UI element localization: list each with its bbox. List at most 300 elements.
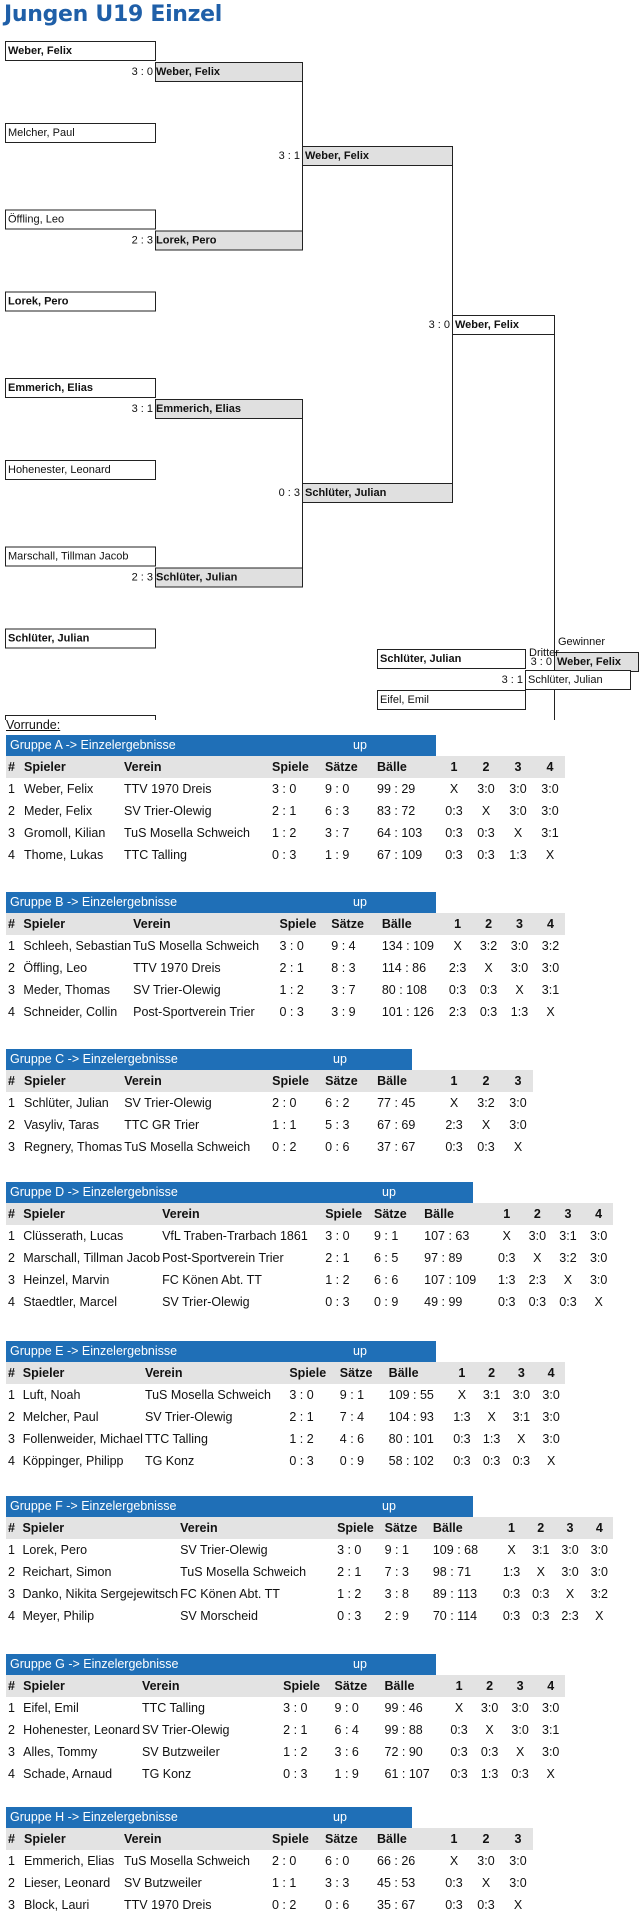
- column-header: 1: [443, 1675, 474, 1697]
- result-cell: 0:3: [453, 1454, 471, 1468]
- player-cell: Danko, Nikita Sergejewitsch: [22, 1587, 179, 1601]
- result-cell: 0:3: [532, 1587, 550, 1601]
- column-header: Verein: [122, 1070, 270, 1092]
- result-cell: 2 : 1: [272, 804, 297, 818]
- table-row: [6, 1092, 533, 1114]
- column-header: Spiele: [287, 1362, 337, 1384]
- result-cell: 3:0: [511, 1723, 529, 1737]
- table-row: [6, 1247, 613, 1269]
- column-header: 1: [446, 1362, 476, 1384]
- result-cell: 99 : 46: [384, 1701, 423, 1715]
- player-name: Emmerich, Elias: [8, 382, 93, 394]
- column-header: 1: [441, 913, 472, 935]
- result-cell: 0 : 3: [272, 848, 297, 862]
- result-cell: 4: [8, 1005, 15, 1019]
- group-section: [6, 1341, 565, 1472]
- result-cell: 35 : 67: [377, 1898, 416, 1912]
- result-cell: 4: [8, 1454, 15, 1468]
- result-cell: 83 : 72: [377, 804, 416, 818]
- result-cell: 3:2: [590, 1587, 609, 1601]
- club-cell: TTV 1970 Dreis: [133, 961, 221, 975]
- club-cell: TTC GR Trier: [124, 1118, 200, 1132]
- column-header: #: [6, 1070, 22, 1092]
- table-header-row: [6, 1828, 533, 1850]
- table-row: [6, 1114, 533, 1136]
- column-header: 3: [554, 1517, 583, 1539]
- column-header: 2: [525, 1517, 554, 1539]
- club-cell: TuS Mosella Schweich: [124, 1140, 251, 1154]
- column-header: Bälle: [375, 1070, 437, 1092]
- match-score: 3 : 0: [131, 66, 153, 78]
- table-header-row: [6, 756, 565, 778]
- player-cell: Meder, Felix: [24, 804, 93, 818]
- result-cell: 3:0: [480, 1701, 499, 1715]
- result-cell: 0:3: [448, 983, 467, 997]
- result-cell: 3:1: [532, 1543, 550, 1557]
- column-header: 2: [469, 1070, 501, 1092]
- club-cell: SV Trier-Olewig: [124, 1096, 212, 1110]
- result-cell: 3 : 7: [331, 983, 356, 997]
- result-cell: 0 : 3: [325, 1295, 350, 1309]
- result-cell: X: [457, 1388, 467, 1402]
- result-cell: 9 : 0: [325, 782, 350, 796]
- result-cell: 0 : 2: [272, 1140, 297, 1154]
- result-cell: 6 : 5: [374, 1251, 399, 1265]
- result-cell: 0:3: [453, 1432, 471, 1446]
- result-cell: 134 : 109: [381, 939, 434, 953]
- group-title: Gruppe E -> Einzelergebnisse: [10, 1344, 178, 1358]
- club-cell: TuS Mosella Schweich: [124, 826, 250, 840]
- result-cell: 2: [8, 961, 15, 975]
- column-header: 4: [534, 913, 565, 935]
- club-cell: SV Trier-Olewig: [141, 1723, 230, 1737]
- club-cell: TuS Mosella Schweich: [144, 1388, 271, 1402]
- results-table: [6, 1517, 613, 1627]
- column-header: 4: [534, 1675, 565, 1697]
- player-cell: Vasyliv, Taras: [23, 1118, 100, 1132]
- result-cell: X: [533, 1251, 542, 1265]
- result-cell: X: [449, 1854, 459, 1868]
- final-label: Gewinner: [558, 636, 606, 648]
- result-cell: X: [515, 983, 524, 997]
- table-row: [6, 1291, 613, 1313]
- result-cell: 0:3: [480, 1745, 499, 1759]
- table-row: [6, 1539, 613, 1561]
- result-cell: 3: [8, 1273, 15, 1287]
- result-cell: 3: [8, 1432, 15, 1446]
- result-cell: 2 : 1: [337, 1565, 362, 1579]
- table-row: [6, 1001, 565, 1023]
- result-cell: 101 : 126: [381, 1005, 434, 1019]
- result-cell: 0:3: [512, 1454, 531, 1468]
- table-row: [6, 1894, 533, 1916]
- up-link[interactable]: up: [353, 1344, 367, 1358]
- table-row: [6, 844, 565, 866]
- result-cell: 3:0: [509, 804, 527, 818]
- player-cell: Lorek, Pero: [22, 1543, 88, 1557]
- result-cell: 4: [8, 1767, 15, 1781]
- table-header-row: [6, 1203, 613, 1225]
- result-cell: X: [487, 1410, 496, 1424]
- player-cell: Alles, Tommy: [23, 1745, 98, 1759]
- group-header: [6, 1654, 436, 1675]
- results-table: [6, 1362, 565, 1472]
- column-header: Spiele: [270, 1070, 323, 1092]
- up-link[interactable]: up: [353, 895, 367, 909]
- result-cell: X: [484, 961, 493, 975]
- results-table: [6, 1070, 533, 1158]
- result-cell: X: [563, 1273, 573, 1287]
- result-cell: 3:0: [477, 1854, 495, 1868]
- column-header: 3: [504, 1675, 535, 1697]
- result-cell: 1: [8, 1701, 15, 1715]
- column-header: 1: [437, 1070, 469, 1092]
- column-header: 1: [490, 1203, 521, 1225]
- result-cell: 6 : 6: [374, 1273, 399, 1287]
- result-cell: X: [513, 1140, 523, 1154]
- result-cell: 1: [8, 1543, 15, 1557]
- column-header: 3: [501, 1070, 533, 1092]
- vorrunde-label: Vorrunde:: [6, 718, 61, 732]
- table-row: [6, 1384, 565, 1406]
- result-cell: X: [513, 1898, 523, 1912]
- table-row: [6, 1269, 613, 1291]
- column-header: Spieler: [21, 1203, 160, 1225]
- result-cell: 2: [8, 1118, 15, 1132]
- table-row: [6, 1697, 565, 1719]
- table-header-row: [6, 1517, 613, 1539]
- result-cell: 1 : 9: [325, 848, 350, 862]
- player-cell: Staedtler, Marcel: [23, 1295, 118, 1309]
- result-cell: 107 : 109: [424, 1273, 477, 1287]
- match-score: 2 : 3: [131, 234, 153, 247]
- result-cell: 3 : 7: [325, 826, 350, 840]
- table-row: [6, 1850, 533, 1872]
- result-cell: 4 : 6: [339, 1432, 365, 1446]
- result-cell: 1: [8, 1096, 15, 1110]
- column-header: Sätze: [372, 1203, 422, 1225]
- result-cell: 0:3: [477, 1898, 495, 1912]
- result-cell: 3 : 0: [272, 782, 297, 796]
- result-cell: 70 : 114: [432, 1609, 478, 1623]
- group-header: [6, 1049, 412, 1070]
- result-cell: 3:1: [559, 1229, 577, 1243]
- table-row: [6, 1428, 565, 1450]
- player-cell: Weber, Felix: [24, 782, 94, 796]
- player-cell: Marschall, Tillman Jacob: [23, 1251, 161, 1265]
- results-table: [6, 756, 565, 866]
- result-cell: X: [481, 804, 491, 818]
- up-link[interactable]: up: [353, 738, 367, 752]
- tournament-bracket: [0, 0, 640, 720]
- column-header: Spieler: [22, 756, 122, 778]
- result-cell: 66 : 26: [377, 1854, 416, 1868]
- result-cell: 3:1: [541, 826, 559, 840]
- club-cell: TuS Mosella Schweich: [180, 1565, 307, 1579]
- result-cell: 2 : 1: [283, 1723, 308, 1737]
- player-cell: Emmerich, Elias: [24, 1854, 115, 1868]
- result-cell: 3:0: [589, 1273, 608, 1287]
- result-cell: 0 : 9: [339, 1454, 365, 1468]
- result-cell: 0:3: [477, 848, 495, 862]
- result-cell: 67 : 109: [377, 848, 423, 862]
- group-section: [6, 892, 565, 1023]
- column-header: Sätze: [323, 1828, 375, 1850]
- result-cell: X: [454, 1701, 464, 1715]
- column-header: 2: [476, 1362, 506, 1384]
- column-header: Spiele: [323, 1203, 372, 1225]
- column-header: 3: [552, 1203, 583, 1225]
- player-cell: Schneider, Collin: [23, 1005, 118, 1019]
- column-header: 2: [469, 756, 501, 778]
- player-cell: Melcher, Paul: [22, 1410, 99, 1424]
- column-header: #: [6, 1362, 21, 1384]
- result-cell: 0:3: [479, 983, 498, 997]
- up-link[interactable]: up: [382, 1185, 396, 1199]
- result-cell: 4: [8, 848, 15, 862]
- column-header: Bälle: [375, 756, 437, 778]
- result-cell: 3: [8, 1140, 15, 1154]
- table-row: [6, 979, 565, 1001]
- result-cell: 3:0: [542, 1388, 560, 1402]
- player-cell: Meder, Thomas: [23, 983, 111, 997]
- group-section: [6, 735, 565, 866]
- result-cell: 37 : 67: [377, 1140, 416, 1154]
- column-header: Bälle: [383, 1675, 443, 1697]
- table-header-row: [6, 1070, 533, 1092]
- winner-name: Weber, Felix: [305, 150, 369, 162]
- column-header: Verein: [160, 1203, 323, 1225]
- player-cell: Öffling, Leo: [23, 961, 88, 975]
- group-header: [6, 892, 436, 913]
- result-cell: 0:3: [477, 1140, 495, 1154]
- table-header-row: [6, 1362, 565, 1384]
- column-header: 1: [437, 1828, 469, 1850]
- result-cell: 3 : 0: [325, 1229, 350, 1243]
- column-header: 4: [533, 756, 565, 778]
- column-header: #: [6, 913, 21, 935]
- group-title: Gruppe A -> Einzelergebnisse: [10, 738, 176, 752]
- player-name: Lorek, Pero: [8, 295, 69, 308]
- player-cell: Hohenester, Leonard: [23, 1723, 140, 1737]
- player-cell: Meyer, Philip: [22, 1609, 95, 1623]
- winner-name: Weber, Felix: [557, 656, 621, 668]
- page-title: Jungen U19 Einzel: [4, 2, 223, 27]
- player-cell: Clüsserath, Lucas: [23, 1229, 124, 1243]
- result-cell: 0:3: [559, 1295, 577, 1309]
- result-cell: 2 : 9: [384, 1609, 409, 1623]
- column-header: Bälle: [375, 1828, 437, 1850]
- column-header: Bälle: [422, 1203, 490, 1225]
- result-cell: 3:0: [542, 1432, 560, 1446]
- result-cell: 0:3: [445, 1898, 463, 1912]
- result-cell: 1: [8, 1229, 15, 1243]
- column-header: Bälle: [387, 1362, 446, 1384]
- player-cell: Thome, Lukas: [24, 848, 104, 862]
- column-header: Verein: [178, 1517, 335, 1539]
- result-cell: 9 : 1: [374, 1229, 399, 1243]
- club-cell: TG Konz: [141, 1767, 192, 1781]
- table-row: [6, 1561, 613, 1583]
- player-cell: Luft, Noah: [22, 1388, 81, 1402]
- result-cell: X: [449, 1096, 459, 1110]
- column-header: Spieler: [21, 913, 131, 935]
- result-cell: 0 : 3: [337, 1609, 362, 1623]
- column-header: Sätze: [338, 1362, 387, 1384]
- result-cell: 0:3: [445, 804, 463, 818]
- club-cell: TuS Mosella Schweich: [133, 939, 260, 953]
- column-header: Sätze: [333, 1675, 383, 1697]
- result-cell: 3:0: [509, 782, 527, 796]
- table-row: [6, 778, 565, 800]
- player-name: Weber, Felix: [8, 45, 72, 57]
- player-cell: Heinzel, Marvin: [23, 1273, 110, 1287]
- result-cell: 6 : 3: [325, 804, 350, 818]
- result-cell: 0:3: [445, 848, 463, 862]
- result-cell: 0:3: [532, 1609, 550, 1623]
- result-cell: 107 : 63: [424, 1229, 470, 1243]
- match-score: 2 : 3: [131, 571, 153, 584]
- result-cell: 1 : 9: [334, 1767, 359, 1781]
- table-header-row: [6, 1675, 565, 1697]
- table-row: [6, 1741, 565, 1763]
- club-cell: Post-Sportverein Trier: [162, 1251, 284, 1265]
- result-cell: 0:3: [450, 1767, 468, 1781]
- result-cell: 1 : 1: [272, 1876, 297, 1890]
- group-header: [6, 735, 436, 756]
- column-header: 3: [503, 913, 534, 935]
- result-cell: 2 : 1: [289, 1410, 314, 1424]
- result-cell: 8 : 3: [331, 961, 356, 975]
- result-cell: 1 : 2: [325, 1273, 350, 1287]
- column-header: Spieler: [22, 1070, 122, 1092]
- result-cell: 99 : 29: [377, 782, 416, 796]
- result-cell: 2: [8, 1251, 15, 1265]
- column-header: Spieler: [21, 1362, 143, 1384]
- result-cell: 3:0: [509, 1876, 527, 1890]
- result-cell: X: [546, 1767, 555, 1781]
- up-link[interactable]: up: [353, 1657, 367, 1671]
- player-cell: Regnery, Thomas: [23, 1140, 123, 1154]
- column-header: Spiele: [270, 756, 323, 778]
- result-cell: X: [513, 826, 523, 840]
- result-cell: 0:3: [479, 1005, 498, 1019]
- club-cell: TuS Mosella Schweich: [124, 1854, 250, 1868]
- result-cell: 0 : 6: [325, 1140, 350, 1154]
- result-cell: 3:0: [561, 1543, 579, 1557]
- club-cell: FC Könen Abt. TT: [162, 1273, 262, 1287]
- column-header: Sätze: [383, 1517, 431, 1539]
- winner-name: Schlüter, Julian: [305, 487, 387, 499]
- result-cell: 1:3: [480, 1767, 499, 1781]
- club-cell: TTC Talling: [141, 1701, 205, 1715]
- result-cell: 3: [8, 826, 15, 840]
- result-cell: 0:3: [445, 1876, 463, 1890]
- result-cell: 2: [8, 804, 15, 818]
- result-cell: 3: [8, 983, 15, 997]
- results-table: [6, 1828, 533, 1916]
- column-header: 3: [505, 1362, 535, 1384]
- result-cell: 1:3: [498, 1273, 516, 1287]
- result-cell: 1: [8, 782, 15, 796]
- result-cell: 3:0: [511, 1701, 529, 1715]
- result-cell: 0:3: [477, 826, 495, 840]
- column-header: Spiele: [277, 913, 329, 935]
- club-cell: SV Butzweiler: [141, 1745, 220, 1759]
- group-title: Gruppe H -> Einzelergebnisse: [10, 1810, 178, 1824]
- match-score: 3 : 0: [530, 656, 552, 668]
- column-header: #: [6, 756, 22, 778]
- result-cell: X: [546, 1005, 555, 1019]
- result-cell: 0:3: [445, 1140, 463, 1154]
- club-cell: SV Trier-Olewig: [180, 1543, 268, 1557]
- column-header: 1: [496, 1517, 525, 1539]
- table-row: [6, 822, 565, 844]
- result-cell: 2 : 1: [279, 961, 304, 975]
- result-cell: 3:0: [528, 1229, 547, 1243]
- column-header: Verein: [122, 756, 270, 778]
- result-cell: 45 : 53: [377, 1876, 416, 1890]
- result-cell: 6 : 0: [325, 1854, 350, 1868]
- result-cell: 3:2: [479, 939, 498, 953]
- column-header: 3: [501, 756, 533, 778]
- result-cell: 1:3: [509, 848, 527, 862]
- column-header: Sätze: [323, 1070, 375, 1092]
- result-cell: 109 : 55: [388, 1388, 434, 1402]
- column-header: Verein: [122, 1828, 270, 1850]
- column-header: Sätze: [329, 913, 380, 935]
- player-cell: Follenweider, Michael: [22, 1432, 143, 1446]
- result-cell: 2 : 0: [272, 1854, 297, 1868]
- up-link[interactable]: up: [382, 1499, 396, 1513]
- club-cell: VfL Traben-Trarbach 1861: [162, 1229, 308, 1243]
- winner-name: Schlüter, Julian: [528, 674, 603, 686]
- column-header: Spieler: [22, 1828, 122, 1850]
- result-cell: 3:0: [509, 1118, 527, 1132]
- result-cell: 1 : 2: [289, 1432, 314, 1446]
- column-header: 2: [469, 1828, 501, 1850]
- result-cell: 0:3: [511, 1767, 529, 1781]
- up-link[interactable]: up: [333, 1810, 347, 1824]
- result-cell: 1 : 2: [279, 983, 304, 997]
- result-cell: 3:0: [477, 782, 495, 796]
- player-cell: Köppinger, Philipp: [22, 1454, 124, 1468]
- result-cell: 2: [8, 1876, 15, 1890]
- winner-name: Weber, Felix: [156, 66, 220, 78]
- club-cell: TTV 1970 Dreis: [124, 1898, 212, 1912]
- up-link[interactable]: up: [333, 1052, 347, 1066]
- column-header: 1: [437, 756, 469, 778]
- result-cell: 49 : 99: [424, 1295, 463, 1309]
- result-cell: 2:3: [445, 1118, 463, 1132]
- result-cell: X: [481, 1876, 491, 1890]
- result-cell: X: [453, 939, 462, 953]
- column-header: Spiele: [281, 1675, 332, 1697]
- club-cell: FC Könen Abt. TT: [180, 1587, 280, 1601]
- club-cell: TTC Talling: [144, 1432, 208, 1446]
- result-cell: 80 : 101: [388, 1432, 434, 1446]
- player-name: Melcher, Paul: [8, 127, 75, 139]
- winner-name: Schlüter, Julian: [156, 571, 238, 584]
- result-cell: 2: [8, 1565, 15, 1579]
- result-cell: 1 : 1: [272, 1118, 297, 1132]
- winner-name: Weber, Felix: [455, 319, 519, 331]
- column-header: Spiele: [270, 1828, 323, 1850]
- result-cell: 2:3: [448, 1005, 467, 1019]
- column-header: Sätze: [323, 756, 375, 778]
- result-cell: 0:3: [502, 1587, 521, 1601]
- result-cell: 3:0: [541, 782, 559, 796]
